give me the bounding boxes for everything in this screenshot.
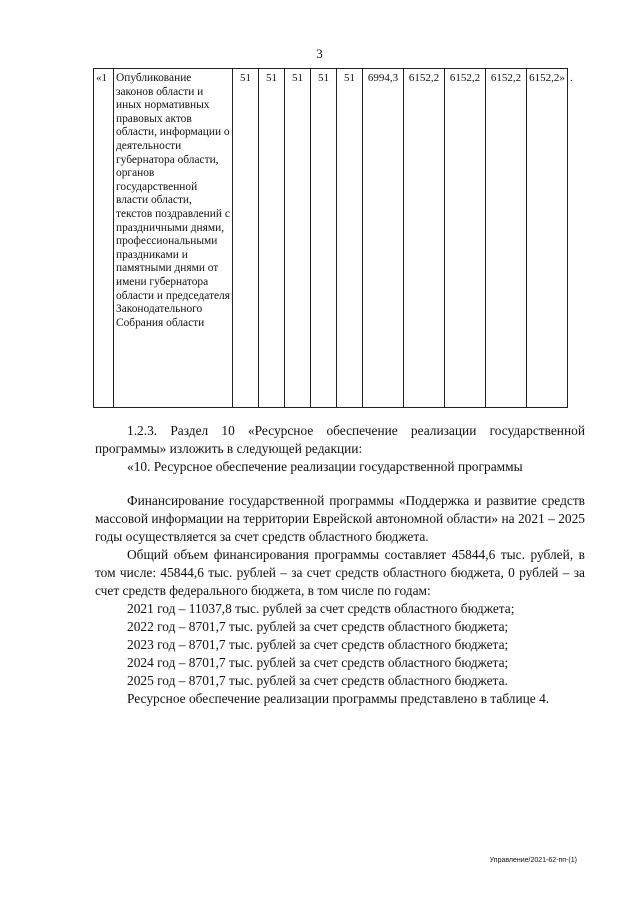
paragraph-total-volume: Общий объем финансирования программы составляет 45844,6 тыс. рублей, в том числе: 45844,6 тыс. рублей – за счет средств областного бюджета, 0 рублей – за счет средств федерального бюджета, в том числе по годам:	[95, 547, 585, 598]
paragraph-table-reference: Ресурсное обеспечение реализации программы представлено в таблице 4.	[127, 691, 550, 706]
count-cell: 51	[285, 69, 311, 408]
count-cell: 51	[259, 69, 285, 408]
year-line-2024: 2024 год – 8701,7 тыс. рублей за счет средств областного бюджета;	[127, 655, 509, 670]
budget-table	[93, 68, 575, 408]
amount-cell: 6152,2	[445, 69, 486, 408]
document-footer-code: Управление/2021-62-пп-(1)	[489, 857, 577, 864]
section-heading: «10. Ресурсное обеспечение реализации государственной программы	[127, 459, 523, 474]
amendment-text	[95, 422, 585, 708]
table-row	[94, 69, 575, 408]
count-cell: 51	[233, 69, 259, 408]
table-trailing-period: .	[570, 71, 573, 84]
amount-cell: 6152,2	[486, 69, 527, 408]
count-cell: 51	[311, 69, 337, 408]
amount-cell: 6152,2	[404, 69, 445, 408]
year-line-2025: 2025 год – 8701,7 тыс. рублей за счет средств областного бюджета.	[127, 673, 508, 688]
paragraph-gap	[95, 476, 585, 492]
year-line-2022: 2022 год – 8701,7 тыс. рублей за счет средств областного бюджета;	[127, 619, 509, 634]
event-name-cell: Опубликование законов области и иных нормативных правовых актов области, информации о деятельности губернатора области, органов государственной власти области, текстов поздравлений с праздничными днями, профессиональными праздниками и памятными днями от имени губернатора области и председателя Законодательного Собрания области	[114, 69, 233, 408]
paragraph-section-change: 1.2.3. Раздел 10 «Ресурсное обеспечение реализации государственной программы» изложить в следующей редакции:	[95, 423, 585, 456]
year-line-2021: 2021 год – 11037,8 тыс. рублей за счет средств областного бюджета;	[127, 601, 515, 616]
row-number-cell: «1	[94, 69, 114, 408]
year-line-2023: 2023 год – 8701,7 тыс. рублей за счет средств областного бюджета;	[127, 637, 509, 652]
count-cell: 51	[337, 69, 363, 408]
paragraph-financing: Финансирование государственной программы «Поддержка и развитие средств массовой информации на территории Еврейской автономной области» на 2021 – 2025 годы осуществляется за счет средств областного бюджета.	[95, 493, 585, 544]
page-number: 3	[316, 46, 323, 61]
amount-cell: 6994,3	[363, 69, 404, 408]
amount-cell: 6152,2»	[527, 69, 568, 408]
